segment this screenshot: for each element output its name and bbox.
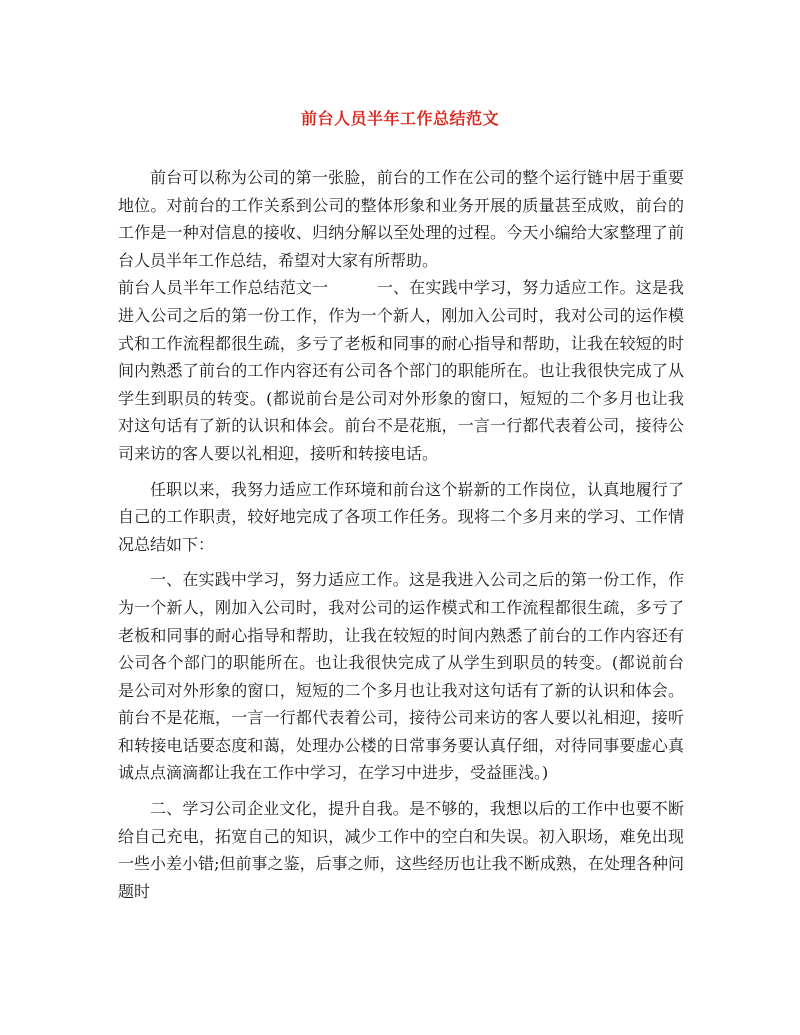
paragraph-gap [118, 787, 684, 795]
paragraph-gap [118, 558, 684, 566]
document-body [118, 164, 684, 905]
paragraph-gap [118, 468, 684, 476]
section-one-heading-paragraph: 前台人员半年工作总结范文一 一、在实践中学习，努力适应工作。这是我进入公司之后的第一份工作，作为一个新人，刚加入公司时，我对公司的运作模式和工作流程都很生疏，多亏了老板和同事的耐心指导和帮助，让我在较短的时间内熟悉了前台的工作内容还有公司各个部门的职能所在。也让我很快完成了从学生到职员的转变。(都说前台是公司对外形象的窗口，短短的二个多月也让我对这句话有了新的认识和体会。前台不是花瓶，一言一行都代表着公司，接待公司来访的客人要以礼相迎，接听和转接电话。 [118, 278, 684, 463]
practice-learning-paragraph: 一、在实践中学习，努力适应工作。这是我进入公司之后的第一份工作，作为一个新人，刚加入公司时，我对公司的运作模式和工作流程都很生疏，多亏了老板和同事的耐心指导和帮助，让我在较短的时间内熟悉了前台的工作内容还有公司各个部门的职能所在。也让我很快完成了从学生到职员的转变。(都说前台是公司对外形象的窗口，短短的二个多月也让我对这句话有了新的认识和体会。前台不是花瓶，一言一行都代表着公司，接待公司来访的客人要以礼相迎，接听和转接电话要态度和蔼，处理办公楼的日常事务要认真仔细，对待同事要虚心真诚点点滴滴都让我在工作中学习，在学习中进步，受益匪浅。) [118, 570, 684, 783]
intro-paragraph: 前台可以称为公司的第一张脸，前台的工作在公司的整个运行链中居于重要地位。对前台的工作关系到公司的整体形象和业务开展的质量甚至成败，前台的工作是一种对信息的接收、归纳分解以至处理的过程。今天小编给大家整理了前台人员半年工作总结，希望对大家有所帮助。 [118, 168, 684, 270]
company-culture-paragraph: 二、学习公司企业文化，提升自我。是不够的，我想以后的工作中也要不断给自己充电，拓宽自己的知识，减少工作中的空白和失误。初入职场，难免出现一些小差小错;但前事之鉴，后事之师，这些经历也让我不断成熟，在处理各种问题时 [118, 799, 684, 901]
document-title: 前台人员半年工作总结范文 [300, 109, 499, 128]
tenure-paragraph: 任职以来，我努力适应工作环境和前台这个崭新的工作岗位，认真地履行了自己的工作职责，较好地完成了各项工作任务。现将二个多月来的学习、工作情况总结如下： [118, 479, 684, 554]
